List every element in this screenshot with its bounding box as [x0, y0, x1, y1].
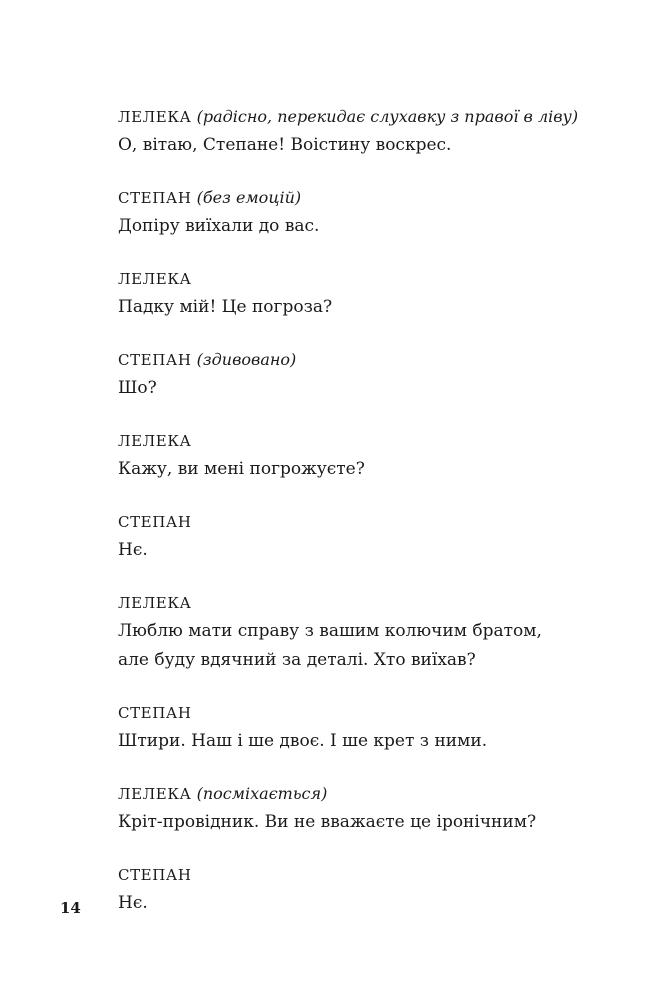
speaker-name: ЛЕЛЕКА [118, 108, 192, 126]
speaker-name: ЛЕЛЕКА [118, 594, 192, 612]
speaker-name: СТЕПАН [118, 866, 192, 884]
speaker-line [118, 346, 558, 374]
dialogue-line: Штири. Наш і ше двоє. І ше крет з ними. [118, 731, 488, 751]
script-page [118, 103, 579, 942]
stage-direction: (здивовано) [196, 350, 297, 369]
speaker-line [118, 427, 558, 455]
dialogue-block [118, 508, 558, 565]
dialogue-line: Нє. [118, 893, 148, 913]
dialogue-block [118, 589, 558, 675]
speaker-line [118, 508, 558, 536]
dialogue-block [118, 780, 558, 837]
dialogue-block [118, 265, 558, 322]
dialogue-block [118, 103, 579, 160]
speaker-line [118, 861, 558, 889]
dialogue-line: Нє. [118, 540, 148, 560]
page-number: 14 [60, 899, 81, 917]
dialogue-block [118, 184, 558, 241]
speaker-name: СТЕПАН [118, 189, 192, 207]
speaker-line [118, 699, 558, 727]
stage-direction: (посміхається) [196, 784, 328, 803]
dialogue-block [118, 346, 558, 403]
dialogue-line: Падку мій! Це погроза? [118, 297, 333, 317]
dialogue-line: Кажу, ви мені погрожуєте? [118, 459, 365, 479]
speaker-name: СТЕПАН [118, 351, 192, 369]
dialogue-block [118, 861, 558, 918]
speaker-name: СТЕПАН [118, 513, 192, 531]
stage-direction: (без емоцій) [196, 188, 302, 207]
speaker-name: ЛЕЛЕКА [118, 785, 192, 803]
speaker-name: СТЕПАН [118, 704, 192, 722]
dialogue-line: Люблю мати справу з вашим колючим братом, але буду вдячний за деталі. Хто виїхав? [118, 621, 542, 670]
speaker-name: ЛЕЛЕКА [118, 432, 192, 450]
dialogue-line: Шо? [118, 378, 157, 398]
dialogue-line: Допіру виїхали до вас. [118, 216, 320, 236]
speaker-line [118, 265, 558, 293]
stage-direction: (радісно, перекидає слухавку з правої в ліву) [196, 107, 579, 126]
speaker-line [118, 589, 558, 617]
dialogue-line: О, вітаю, Степане! Воістину воскрес. [118, 135, 452, 155]
speaker-line [118, 103, 579, 131]
speaker-name: ЛЕЛЕКА [118, 270, 192, 288]
dialogue-line: Кріт-провідник. Ви не вважаєте це іронічним? [118, 812, 537, 832]
dialogue-block [118, 427, 558, 484]
speaker-line [118, 780, 558, 808]
speaker-line [118, 184, 558, 212]
dialogue-block [118, 699, 558, 756]
